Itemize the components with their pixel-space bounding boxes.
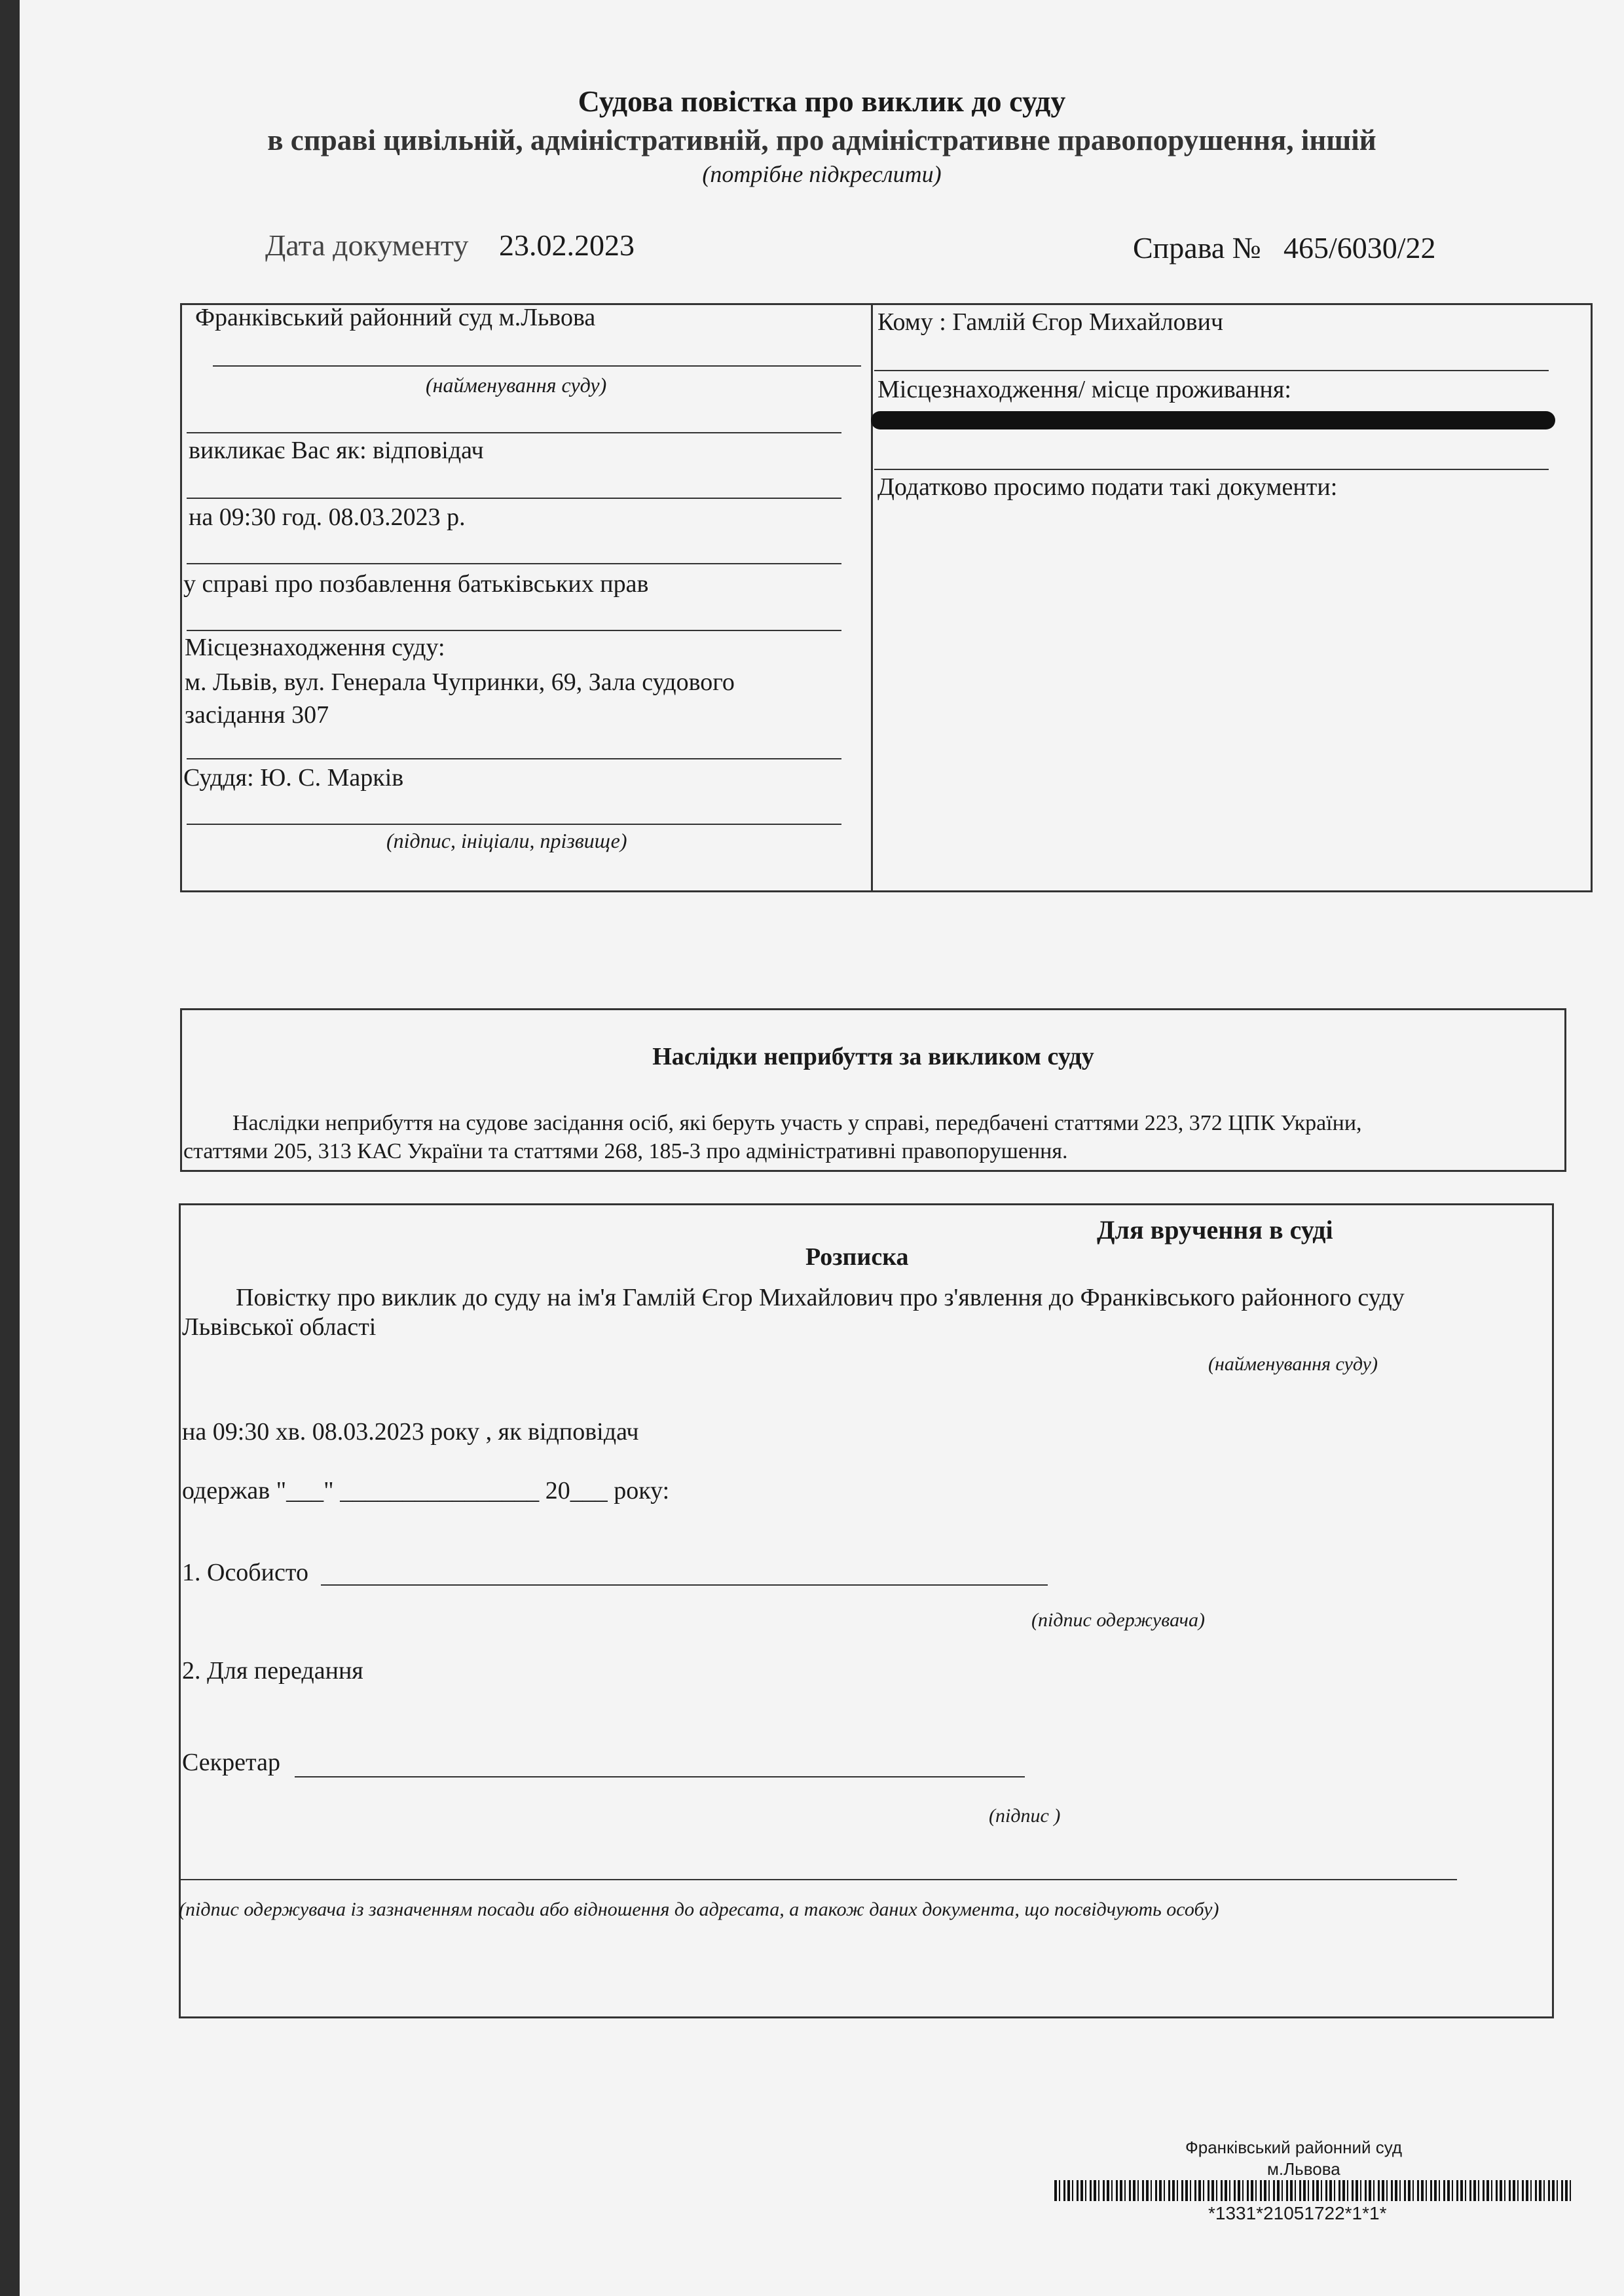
hearing-time: на 09:30 год. 08.03.2023 р. [189,503,466,531]
consequences-title: Наслідки неприбуття за викликом суду [652,1043,1094,1070]
column-divider [871,303,873,892]
case-number: 465/6030/22 [1283,231,1436,264]
barcode-code: *1331*21051722*1*1* [1208,2203,1387,2223]
receipt-time: на 09:30 хв. 08.03.2023 року , як відповідач [182,1418,639,1446]
divider [874,469,1549,470]
court-address-line1: м. Львів, вул. Генерала Чупринки, 69, Зала судового [185,668,735,696]
personal-label: 1. Особисто [182,1559,308,1586]
delivery-label: Для вручення в суді [1097,1215,1333,1245]
received-date: одержав "___" ________________ 20___ року: [182,1477,670,1504]
stamp-city: м.Львова [1267,2159,1340,2179]
divider [187,758,841,759]
receipt-title: Розписка [805,1243,909,1271]
consequences-line2: статтями 205, 313 КАС України та статтями 268, 185-3 про адміністративні правопорушення. [183,1139,1068,1163]
secretary-label: Секретар [182,1749,280,1776]
case-label: Справа № [1133,231,1261,264]
receipt-court-caption: (найменування суду) [1208,1353,1378,1375]
recipient-sign-caption: (підпис одержувача) [1031,1609,1205,1631]
transfer-label: 2. Для передання [182,1657,363,1685]
court-caption: (найменування суду) [426,373,607,397]
divider [213,365,861,367]
stamp-court: Франківський районний суд [1185,2138,1403,2157]
date-value: 23.02.2023 [499,228,635,262]
case-subject: у справі про позбавлення батьківських прав [183,570,649,598]
document-subtitle: в справі цивільній, адміністративній, про адміністративне правопорушення, іншій [267,124,1376,156]
secretary-signature-line [295,1776,1025,1777]
footer-signature-line [180,1879,1457,1880]
consequences-line1: Наслідки неприбуття на судове засідання осіб, які беруть участь у справі, передбачені статтями 223, 372 ЦПК України, [232,1111,1362,1135]
divider [187,563,841,564]
summons-role: викликає Вас як: відповідач [189,437,484,464]
court-name: Франківський районний суд м.Львова [195,304,596,331]
personal-signature-line [321,1584,1048,1586]
summons-page [20,0,1624,2296]
receipt-line1: Повістку про виклик до суду на ім'я Гамлій Єгор Михайлович про з'явлення до Франківського районного суду [236,1284,1405,1311]
divider [874,370,1549,371]
footer-caption: (підпис одержувача із зазначенням посади або відношення до адресата, а також даних документа, що посвідчують особу) [179,1899,1219,1920]
judge-name: Суддя: Ю. С. Марків [183,764,404,792]
underline-note: (потрібне підкреслити) [702,161,942,187]
divider [187,630,841,631]
court-location-label: Місцезнаходження суду: [185,634,445,661]
recipient-name: Кому : Гамлій Єгор Михайлович [877,308,1224,336]
barcode [1054,2180,1572,2201]
divider [187,498,841,499]
secretary-sign-caption: (підпис ) [989,1805,1061,1827]
divider [187,824,841,825]
court-address-line2: засідання 307 [185,701,329,729]
date-label: Дата документу [265,228,469,262]
recipient-address-label: Місцезнаходження/ місце проживання: [877,376,1291,403]
divider [187,432,841,433]
documents-label: Додатково просимо подати такі документи: [877,473,1338,501]
redacted-address [871,411,1555,429]
judge-sign-caption: (підпис, ініціали, прізвище) [386,829,627,852]
document-title: Судова повістка про виклик до суду [578,84,1066,118]
receipt-line2: Львівської області [182,1313,377,1341]
receipt-box [179,1203,1554,2018]
